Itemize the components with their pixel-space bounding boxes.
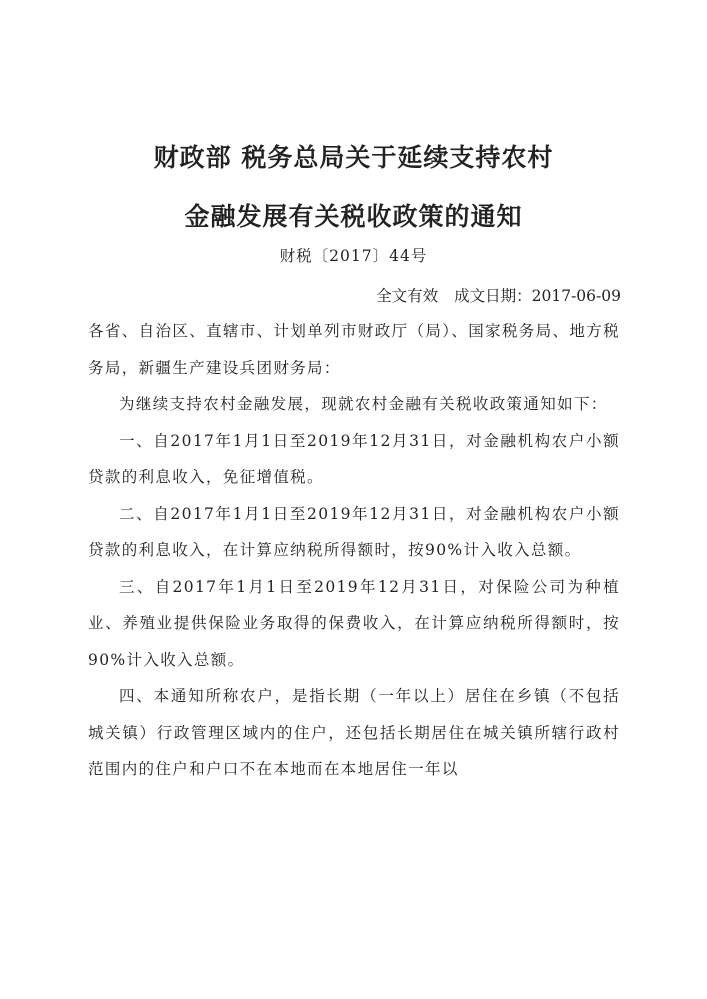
paragraph-2: 二、自2017年1月1日至2019年12月31日，对金融机构农户小额贷款的利息收入，在计算应纳税所得额时，按90%计入收入总额。 [88, 504, 620, 559]
validity-status: 全文有效 [376, 287, 439, 305]
document-body [88, 313, 620, 788]
paragraph-3: 三、自2017年1月1日至2019年12月31日，对保险公司为种植业、养殖业提供保险业务取得的保费收入，在计算应纳税所得额时，按90%计入收入总额。 [88, 577, 620, 669]
paragraph-intro: 为继续支持农村金融发展，现就农村金融有关税收政策通知如下： [119, 395, 608, 413]
issue-date: 2017-06-09 [531, 287, 621, 305]
paragraph-1: 一、自2017年1月1日至2019年12月31日，对金融机构农户小额贷款的利息收入，免征增值税。 [88, 431, 620, 486]
paragraph-4: 四、本通知所称农户，是指长期（一年以上）居住在乡镇（不包括城关镇）行政管理区域内的住户，还包括长期居住在城关镇所辖行政村范围内的住户和户口不在本地而在本地居住一年以 [88, 687, 620, 778]
document-meta [376, 284, 621, 306]
document-number: 财税〔2017〕44号 [279, 247, 428, 265]
addressees: 各省、自治区、直辖市、计划单列市财政厅（局）、国家税务局、地方税务局，新疆生产建设兵团财务局： [88, 322, 620, 377]
document-title-line-2: 金融发展有关税收政策的通知 [184, 202, 523, 231]
issue-date-label: 成文日期： [454, 287, 532, 305]
document-title-line-1: 财政部 税务总局关于延续支持农村 [153, 143, 554, 172]
